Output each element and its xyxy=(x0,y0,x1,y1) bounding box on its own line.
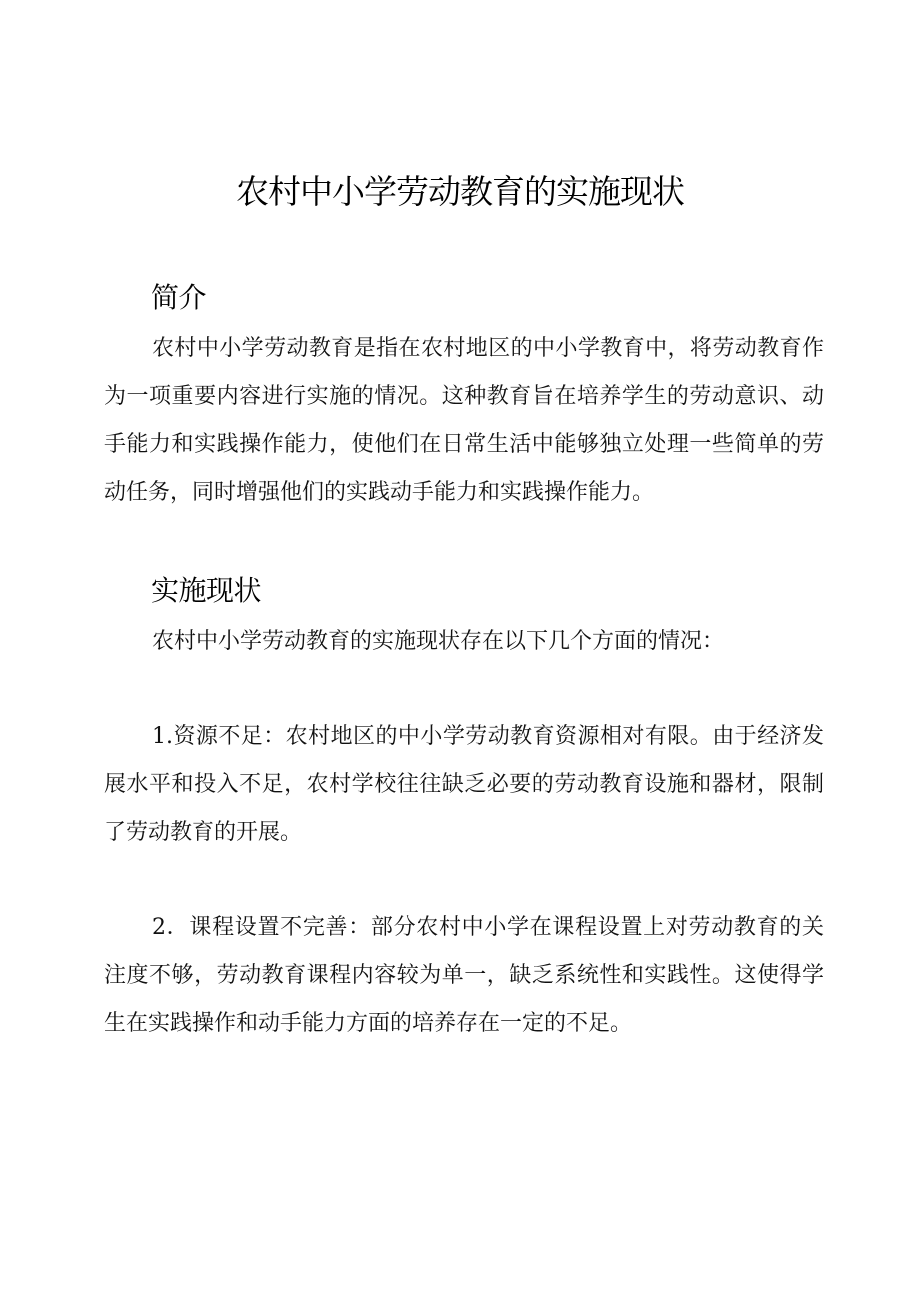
section-heading-status: 实施现状 xyxy=(151,574,262,607)
intro-paragraph: 农村中小学劳动教育是指在农村地区的中小学教育中，将劳动教育作为一项重要内容进行实施的情况。这种教育旨在培养学生的劳动意识、动手能力和实践操作能力，使他们在日常生活中能够独立处理一些简单的劳动任务，同时增强他们的实践动手能力和实践操作能力。 xyxy=(104,336,824,505)
section-heading-intro: 简介 xyxy=(151,281,207,314)
status-item-resources: 1.资源不足：农村地区的中小学劳动教育资源相对有限。由于经济发展水平和投入不足，农村学校往往缺乏必要的劳动教育设施和器材，限制了劳动教育的开展。 xyxy=(104,724,824,845)
document-title: 农村中小学劳动教育的实施现状 xyxy=(236,172,684,211)
status-item-curriculum: 2．课程设置不完善：部分农村中小学在课程设置上对劳动教育的关注度不够，劳动教育课程内容较为单一，缺乏系统性和实践性。这使得学生在实践操作和动手能力方面的培养存在一定的不足。 xyxy=(104,915,824,1036)
status-intro-paragraph: 农村中小学劳动教育的实施现状存在以下几个方面的情况： xyxy=(152,629,725,654)
